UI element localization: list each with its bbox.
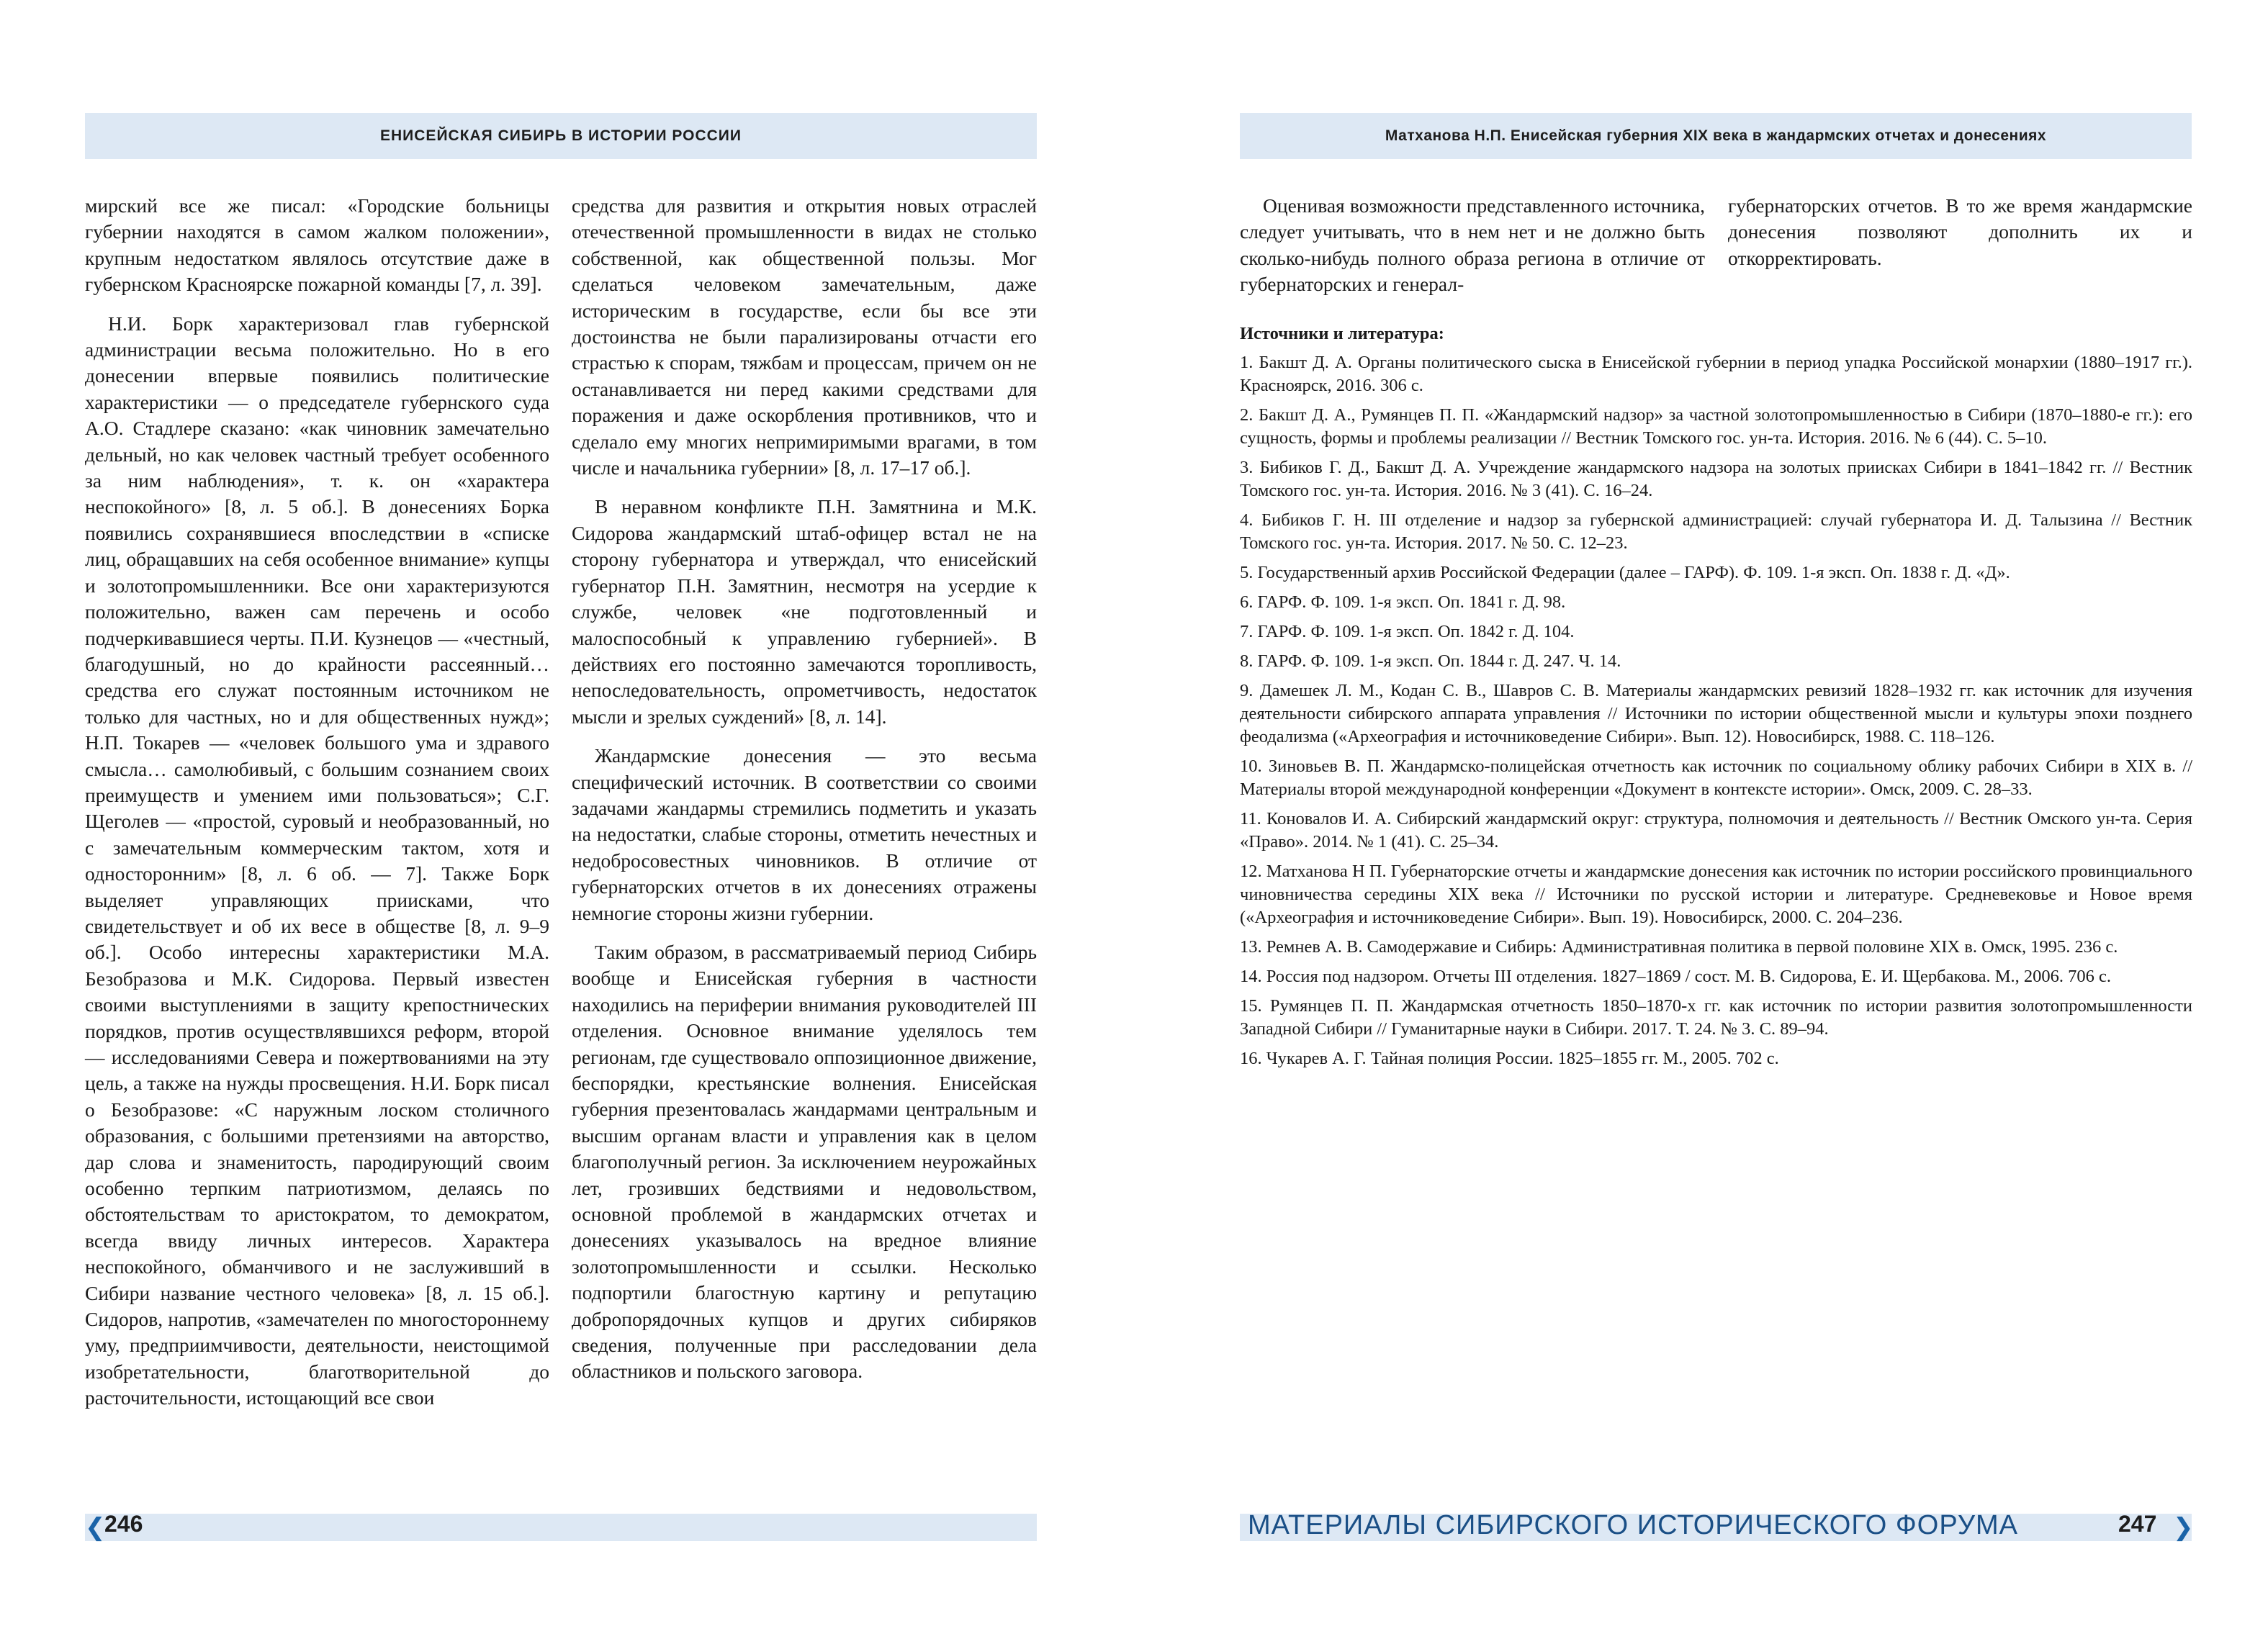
right-page-column-1 [1240,193,1705,311]
source-item: 15. Румянцев П. П. Жандармская отчетность 1850–1870-х гг. как источник по истории развития золотопромышленности Западной Сибири // Гуманитарные науки в Сибири. 2017. Т. 24. № 3. С. 89–94. [1240,996,2192,1039]
running-header-left-text: ЕНИСЕЙСКАЯ СИБИРЬ В ИСТОРИИ РОССИИ [380,127,742,144]
source-item: 4. Бибиков Г. Н. III отделение и надзор за губернской администрацией: случай губернатора И. Д. Талызина // Вестник Томского гос. ун-та. История. 2017. № 50. С. 12–23. [1240,510,2192,553]
footer-journal-title: МАТЕРИАЛЫ СИБИРСКОГО ИСТОРИЧЕСКОГО ФОРУМА [1248,1510,2019,1540]
source-item: 5. Государственный архив Российской Федерации (далее – ГАРФ). Ф. 109. 1-я эксп. Оп. 1838 г. Д. «Д». [1240,563,2010,582]
source-item: 16. Чукарев А. Г. Тайная полиция России. 1825–1855 гг. М., 2005. 702 с. [1240,1049,1779,1068]
right-page-column-2 [1728,193,2192,284]
source-item: 6. ГАРФ. Ф. 109. 1-я эксп. Оп. 1841 г. Д. 98. [1240,592,1566,612]
paragraph: Таким образом, в рассматриваемый период Сибирь вообще и Енисейская губерния в частности находились на периферии внимания руководителей III отделения. Основное внимание уделялось тем регионам, где существовало оппозиционное движение, беспорядки, крестьянские волнения. Енисейская губерния презентовалась жандармами центральным и высшим органам власти и управления как в целом благополучный регион. За исключением неурожайных лет, грозивших бедствиями и недовольством, основной проблемой в жандармских отчетах и донесениях указывалось на вредное влияние золотопромышленности и ссылки. Несколько подпортили благостную картину и репутацию добропорядочных купцов и других сибиряков сведения, полученные при расследовании дела областников и польского заговора. [572,940,1037,1383]
sources-heading: Источники и литература: [1240,324,1444,343]
running-header-left [85,113,1037,159]
sources-list [1240,322,2192,1077]
paragraph: мирский все же писал: «Городские больницы губернии находятся в самом жалком положении», крупным недостатком являлось отсутствие даже в губернском Красноярске пожарной команды [7, л. 39]. [85,194,549,296]
source-item: 10. Зиновьев В. П. Жандармско-полицейская отчетность как источник по социальному облику рабочих Сибири в XIX в. // Материалы второй международной конференции «Документ в контексте истории». Омск, 2009. С. 28–33. [1240,756,2192,799]
chevron-left-icon: ❮ [85,1513,106,1542]
page-number-left: 246 [104,1511,143,1537]
page-number-right: 247 [2118,1511,2157,1537]
source-item: 3. Бибиков Г. Д., Бакшт Д. А. Учреждение жандармского надзора на золотых приисках Сибири в 1841–1842 гг. // Вестник Томского гос. ун-та. История. 2016. № 3 (41). С. 16–24. [1240,458,2192,500]
paragraph: Н.И. Борк характеризовал глав губернской администрации весьма положительно. Но в его донесении впервые появились политические характеристики — о председателе губернского суда А.О. Стадлере сказано: «как чиновник замечательно дельный, но как человек частный требует особенного за ним наблюдения», т. к. он «характера неспокойного» [8, л. 5 об.]. В донесениях Борка появились сохранявшиеся впоследствии в «списке лиц, обращавших на себя особенное внимание» купцы и золотопромышленники. Все они характеризуются положительно, важен сам перечень и особо подчеркивавшиеся черты. П.И. Кузнецов — «честный, благодушный, но до крайности рассеянный… средства его служат постоянным источником не только для частных, но и для общественных нужд»; Н.П. Токарев — «человек большого ума и здравого смысла… самолюбивый, с большим сознанием своих преимуществ и умением ими пользоваться»; С.Г. Щеголев — «простой, суровый и необразованный, но с замечательным коммерческим тактом, хотя и односторонним» [8, л. 6 об. — 7]. Также Борк выделяет управляющих приисками, что свидетельствует и об их весе в обществе [8, л. 9–9 об.]. Особо интересны характеристики М.А. Безобразова и М.К. Сидорова. Первый известен своими выступлениями в защиту крепостнических порядков, против осуществлявшихся реформ, второй — исследованиями Севера и пожертвованиями на эту цель, а также на нужды просвещения. Н.И. Борк писал о Безобразове: «С наружным лоском столичного образования, с большими претензиями на авторство, дар слова и знаменитость, пародирующий своим особенно терпким патриотизмом, делаясь по обстоятельствам то аристократом, то демократом, всегда ввиду личных интересов. Характера неспокойного, обманчивого и не заслуживший в Сибири название честного человека» [8, л. 15 об.]. Сидоров, напротив, «замечателен по многостороннему уму, предприимчивости, деятельности, неистощимой изобретательности, благотворительной до расточительности, истощающий все свои [85,312,549,1409]
source-item: 11. Коновалов И. А. Сибирский жандармский округ: структура, полномочия и деятельность // Вестник Омского ун-та. Серия «Право». 2014. № 1 (41). С. 25–34. [1240,809,2192,852]
running-header-right [1240,113,2192,159]
paragraph: губернаторских отчетов. В то же время жандармские донесения позволяют дополнить их и откорректировать. [1728,194,2192,269]
paragraph: Жандармские донесения — это весьма специфический источник. В соответствии со своими задачами жандармы стремились подметить и указать на недостатки, слабые стороны, отметить нечестных и недобросовестных чиновников. В отличие от губернаторских отчетов в их донесениях отражены немногие стороны жизни губернии. [572,744,1037,924]
paragraph: В неравном конфликте П.Н. Замятнина и М.К. Сидорова жандармский штаб-офицер встал не на сторону губернатора и утверждал, что енисейский губернатор П.Н. Замятнин, несмотря на усердие к службе, человек «не подготовленный и малоспособный к управлению губернией». В действиях его постоянно замечаются торопливость, непоследовательность, опрометчивость, недостаток мысли и зрелых суждений» [8, л. 14]. [572,495,1037,728]
chevron-right-icon: ❯ [2173,1513,2194,1542]
source-item: 13. Ремнев А. В. Самодержавие и Сибирь: Административная политика в первой половине XIX в. Омск, 1995. 236 с. [1240,937,2118,957]
source-item: 14. Россия под надзором. Отчеты III отделения. 1827–1869 / сост. М. В. Сидорова, Е. И. Щербакова. М., 2006. 706 с. [1240,967,2112,986]
source-item: 9. Дамешек Л. М., Кодан С. В., Шавров С. В. Материалы жандармских ревизий 1828–1932 гг. как источник для изучения деятельности сибирского аппарата управления // Источники по истории общественной мысли и культуры эпохи позднего феодализма («Археография и источниковедение Сибири». Вып. 12). Новосибирск, 1988. С. 118–126. [1240,681,2192,746]
source-item: 1. Бакшт Д. А. Органы политического сыска в Енисейской губернии в период упадка Российской монархии (1880–1917 гг.). Красноярск, 2016. 306 с. [1240,353,2192,395]
paragraph: средства для развития и открытия новых отраслей отечественной промышленности в видах не столько собственной, как общественной пользы. Мог сделаться человеком замечательным, даже историческим в государстве, если бы все эти достоинства не были парализированы отчасти его страстью к спорам, тяжбам и процессам, причем он не останавливается ни перед какими средствами для поражения и даже оскорбления противников, что и сделало ему многих непримиримыми врагами, в том числе и начальника губернии» [8, л. 17–17 об.]. [572,194,1037,479]
source-item: 8. ГАРФ. Ф. 109. 1-я эксп. Оп. 1844 г. Д. 247. Ч. 14. [1240,651,1621,671]
running-header-right-text: Матханова Н.П. Енисейская губерния XIX века в жандармских отчетах и донесениях [1385,127,2047,144]
source-item: 2. Бакшт Д. А., Румянцев П. П. «Жандармский надзор» за частной золотопромышленностью в Сибири (1870–1880-е гг.): его сущность, формы и проблемы реализации // Вестник Томского гос. ун-та. История. 2016. № 6 (44). С. 5–10. [1240,405,2192,448]
left-page-column-1 [85,193,549,1424]
footer-band-left [85,1514,1037,1541]
source-item: 7. ГАРФ. Ф. 109. 1-я эксп. Оп. 1842 г. Д. 104. [1240,622,1575,641]
source-item: 12. Матханова Н П. Губернаторские отчеты и жандармские донесения как источник по истории российского провинциального чиновничества середины XIX века // Источники по русской истории и литературе. Средневековье и Новое время («Археография и источниковедение Сибири». Вып. 19). Новосибирск, 2000. С. 204–236. [1240,862,2192,927]
left-page-column-2 [572,193,1037,1398]
paragraph: Оценивая возможности представленного источника, следует учитывать, что в нем нет и не должно быть сколько-нибудь полного образа региона в отличие от губернаторских и генерал- [1240,194,1705,296]
